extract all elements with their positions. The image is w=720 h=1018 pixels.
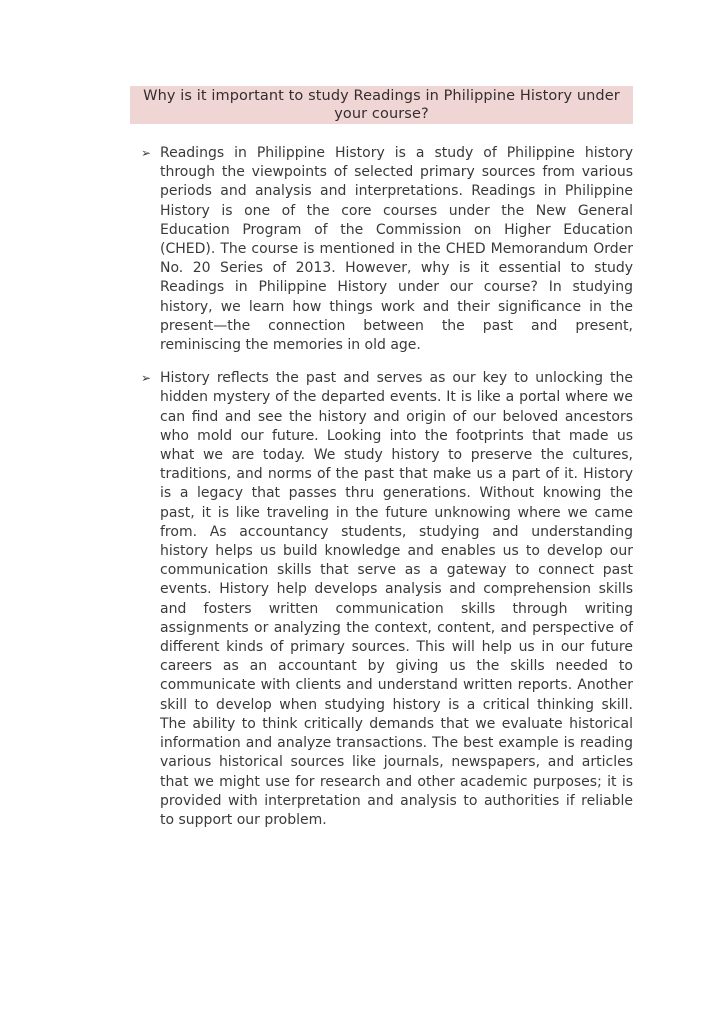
bullet-list [141,144,633,830]
paragraph-text: History reflects the past and serves as our key to unlocking the hidden mystery of the departed events. It is like a portal where we can find and see the history and origin of our beloved ancestors who mold our future. Looking into the footprints that made us what we are today. We study history to preserve the cultures, traditions, and norms of the past that make us a part of it. History is a legacy that passes thru generations. Without knowing the past, it is like traveling in the future unknowing where we came from. As accountancy students, studying and understanding history helps us build knowledge and enables us to develop our communication skills that serve as a gateway to connect past events. History help develops analysis and comprehension skills and fosters written communication skills through writing assignments or analyzing the context, content, and perspective of different kinds of primary sources. This will help us in our future careers as an accountant by giving us the skills needed to communicate with clients and understand written reports. Another skill to develop when studying history is a critical thinking skill. The ability to think critically demands that we evaluate historical information and analyze transactions. The best example is reading various historical sources like journals, newspapers, and articles that we might use for research and other academic purposes; it is provided with interpretation and analysis to authorities if reliable to support our problem. [160,370,633,828]
arrow-bullet-icon: ➢ [141,146,152,160]
list-item [141,369,633,830]
page-title: Why is it important to study Readings in Philippine History under your course? [143,88,620,122]
arrow-bullet-icon: ➢ [141,371,152,386]
title-highlight [130,86,633,124]
paragraph-text: Readings in Philippine History is a study of Philippine history through the viewpoints of selected primary sources from various periods and analysis and interpretations. Readings in Philippine History is one of the core courses under the New General Education Program of the Commission on Higher Education (CHED). The course is mentioned in the CHED Memorandum Order No. 20 Series of 2013. However, why is it essential to study Readings in Philippine History under our course? In studying history, we learn how things work and their significance in the present—the connection between the past and present, reminiscing the memories in old age. [160,145,633,354]
list-item [141,144,633,355]
